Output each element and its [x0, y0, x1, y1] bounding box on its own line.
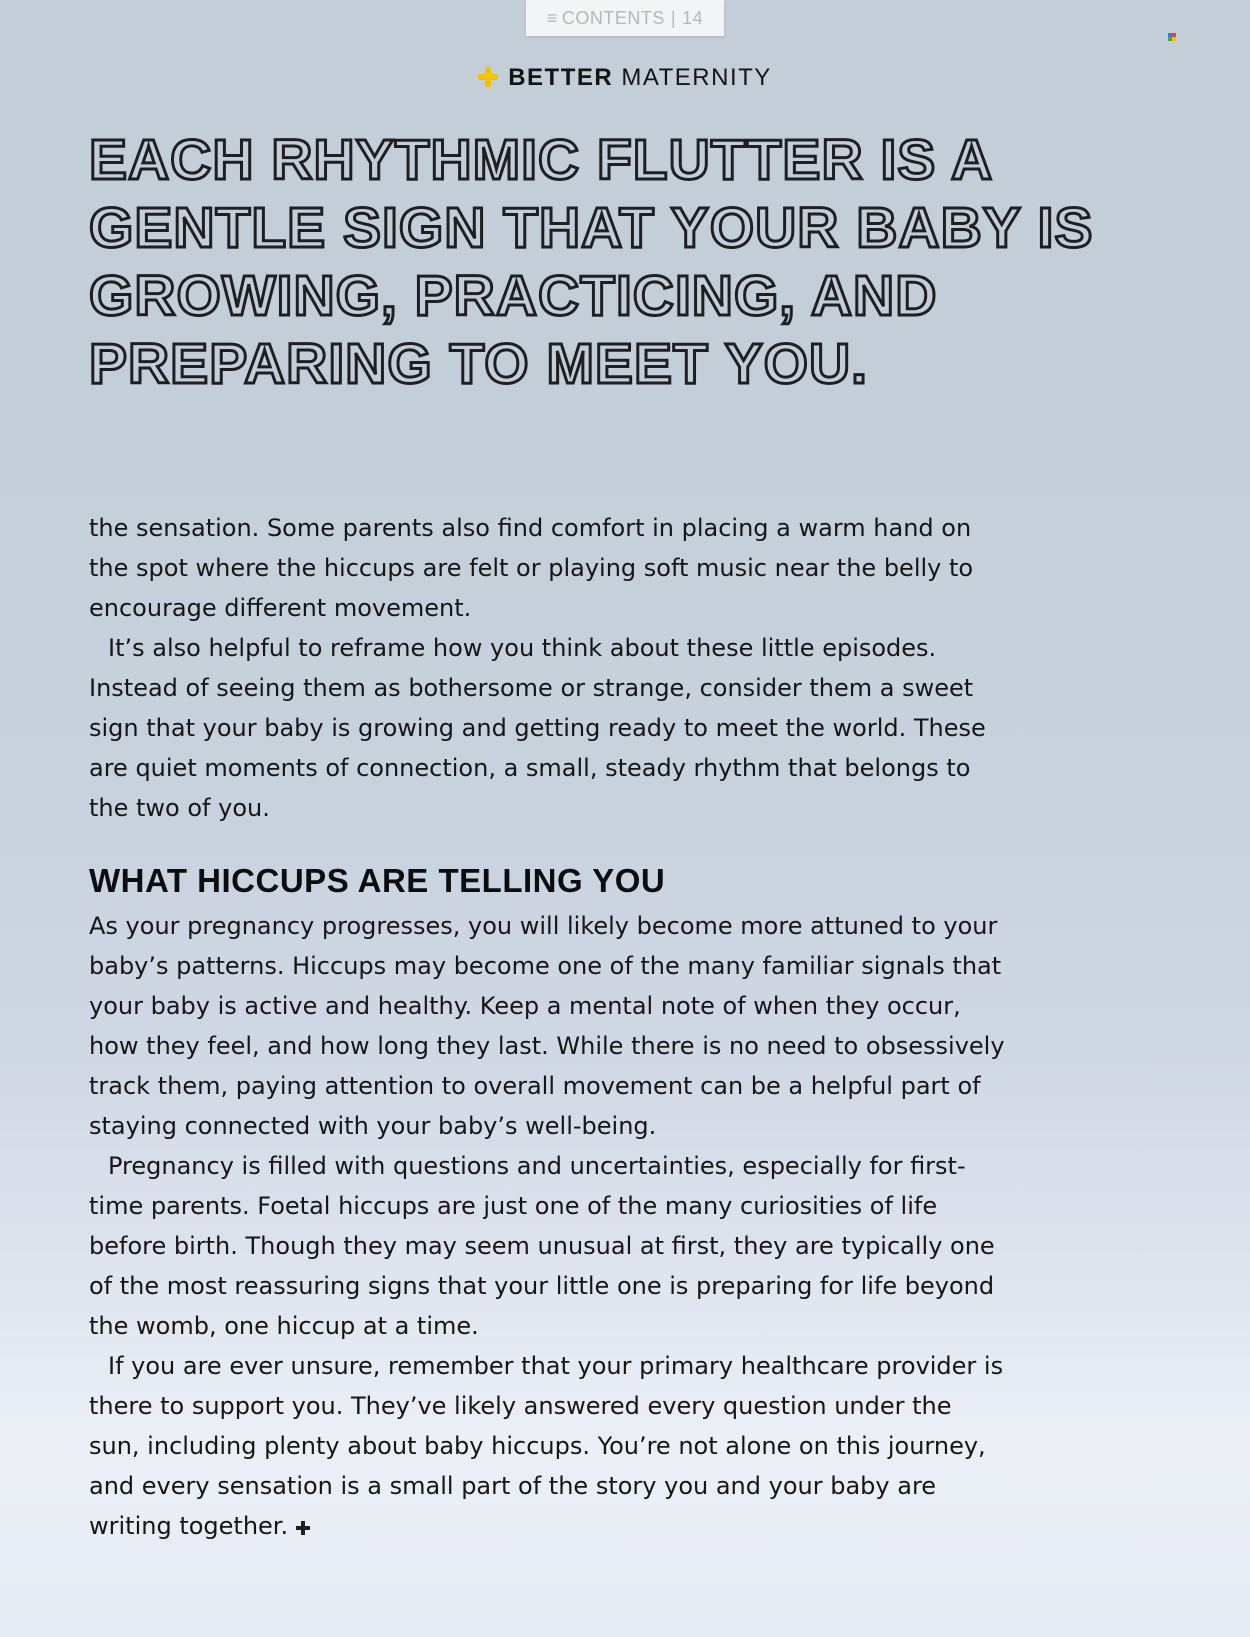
paragraph: Pregnancy is filled with questions and uncertainties, especially for first-time parents. Foetal hiccups are just one of the many curiosities of life before birth. Though they may seem unusual at first, they are typically one of the most reassuring signs that your little one is preparing for life beyond the womb, one hiccup at a time. [89, 1152, 995, 1340]
menu-icon: ≡ [546, 7, 558, 28]
section-brand [0, 64, 1250, 92]
article-body-top [89, 508, 1009, 828]
yellow-cross-icon [478, 67, 498, 87]
pull-quote-headline: EACH RHYTHMIC FLUTTER IS A GENTLE SIGN THAT YOUR BABY IS GROWING, PRACTICING, AND PREPARING TO MEET YOU. [89, 128, 1094, 396]
end-of-article-cross-icon [296, 1521, 310, 1535]
section-subheading: WHAT HICCUPS ARE TELLING YOU [89, 862, 666, 899]
contents-button[interactable] [526, 0, 724, 36]
contents-label: CONTENTS [561, 7, 665, 28]
contents-separator: | [670, 7, 677, 28]
paragraph: the sensation. Some parents also find comfort in placing a warm hand on the spot where the hiccups are felt or playing soft music near the belly to encourage different movement. [89, 514, 974, 622]
paragraph-text: If you are ever unsure, remember that your primary healthcare provider is there to support you. They’ve likely answered every question under the sun, including plenty about baby hiccups. You’re not alone on this journey, and every sensation is a small part of the story you and your baby are writing together. [89, 1352, 1004, 1540]
paragraph-final [89, 1346, 1009, 1546]
article-body-bottom [89, 906, 1009, 1546]
paragraph: It’s also helpful to reframe how you think about these little episodes. Instead of seeing them as bothersome or strange, consider them a sweet sign that your baby is growing and getting ready to meet the world. These are quiet moments of connection, a small, steady rhythm that belongs to the two of you. [89, 634, 986, 822]
brand-light: MATERNITY [621, 64, 772, 91]
brand-bold: BETTER [508, 64, 614, 91]
paragraph: As your pregnancy progresses, you will likely become more attuned to your baby’s patterns. Hiccups may become one of the many familiar signals that your baby is active and healthy. Keep a mental note of when they occur, how they feel, and how long they last. While there is no need to obsessively track them, paying attention to overall movement can be a helpful part of staying connected with your baby’s well-being. [89, 912, 1005, 1140]
color-grid-icon [1168, 33, 1176, 41]
page-number: 14 [682, 7, 704, 28]
